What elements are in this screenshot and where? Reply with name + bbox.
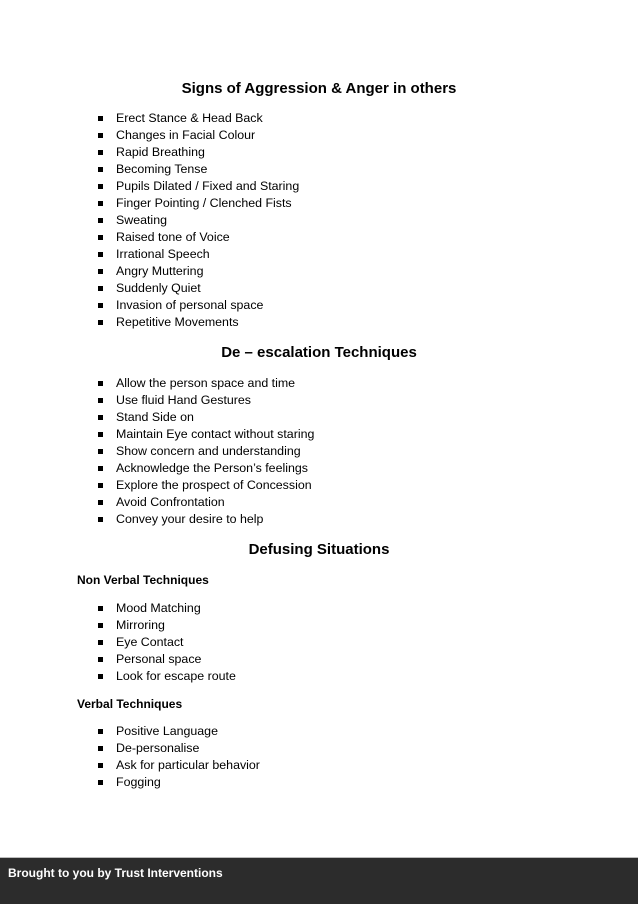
square-bullet-icon [98, 269, 103, 274]
list-item-text: Suddenly Quiet [116, 281, 201, 295]
list-item [0, 110, 299, 127]
square-bullet-icon [98, 320, 103, 325]
list-item [0, 297, 299, 314]
defusing-title: Defusing Situations [248, 541, 390, 558]
square-bullet-icon [98, 252, 103, 257]
list-item-text: Angry Muttering [116, 264, 204, 278]
list-item-text: Changes in Facial Colour [116, 128, 256, 142]
square-bullet-icon [98, 729, 103, 734]
list-item [0, 723, 260, 740]
list-item-text: Convey your desire to help [116, 512, 264, 526]
square-bullet-icon [98, 517, 103, 522]
list-item [0, 161, 299, 178]
list-item-text: Ask for particular behavior [116, 758, 260, 772]
list-item [0, 651, 236, 668]
list-item-text: Erect Stance & Head Back [116, 111, 263, 125]
square-bullet-icon [98, 218, 103, 223]
square-bullet-icon [98, 303, 103, 308]
list-item [0, 460, 314, 477]
list-item [0, 144, 299, 161]
square-bullet-icon [98, 201, 103, 206]
list-item [0, 195, 299, 212]
square-bullet-icon [98, 184, 103, 189]
list-item [0, 263, 299, 280]
square-bullet-icon [98, 780, 103, 785]
square-bullet-icon [98, 500, 103, 505]
square-bullet-icon [98, 415, 103, 420]
list-item-text: Becoming Tense [116, 162, 208, 176]
list-item-text: Stand Side on [116, 410, 194, 424]
list-item [0, 600, 236, 617]
list-item [0, 668, 236, 685]
footer-bar [0, 857, 638, 904]
aggression-list [0, 110, 299, 331]
square-bullet-icon [98, 167, 103, 172]
list-item-text: Mirroring [116, 618, 165, 632]
list-item-text: Irrational Speech [116, 247, 210, 261]
list-item-text: Sweating [116, 213, 167, 227]
nonverbal-heading: Non Verbal Techniques [77, 573, 209, 587]
list-item [0, 280, 299, 297]
square-bullet-icon [98, 116, 103, 121]
nonverbal-list [0, 600, 236, 685]
list-item-text: Avoid Confrontation [116, 495, 225, 509]
list-item [0, 426, 314, 443]
list-item [0, 212, 299, 229]
list-item-text: Maintain Eye contact without staring [116, 427, 315, 441]
list-item-text: Personal space [116, 652, 202, 666]
list-item-text: Finger Pointing / Clenched Fists [116, 196, 292, 210]
square-bullet-icon [98, 286, 103, 291]
list-item [0, 757, 260, 774]
list-item [0, 246, 299, 263]
square-bullet-icon [98, 381, 103, 386]
list-item-text: Mood Matching [116, 601, 201, 615]
square-bullet-icon [98, 657, 103, 662]
square-bullet-icon [98, 640, 103, 645]
square-bullet-icon [98, 623, 103, 628]
list-item-text: Look for escape route [116, 669, 236, 683]
list-item [0, 617, 236, 634]
list-item-text: Raised tone of Voice [116, 230, 230, 244]
list-item [0, 314, 299, 331]
list-item-text: Acknowledge the Person’s feelings [116, 461, 308, 475]
square-bullet-icon [98, 432, 103, 437]
square-bullet-icon [98, 606, 103, 611]
list-item [0, 443, 314, 460]
list-item [0, 511, 314, 528]
list-item [0, 774, 260, 791]
list-item [0, 375, 314, 392]
list-item [0, 392, 314, 409]
list-item [0, 634, 236, 651]
list-item-text: Pupils Dilated / Fixed and Staring [116, 179, 300, 193]
square-bullet-icon [98, 449, 103, 454]
list-item-text: De-personalise [116, 741, 200, 755]
list-item-text: Repetitive Movements [116, 315, 239, 329]
verbal-list [0, 723, 260, 791]
list-item-text: Show concern and understanding [116, 444, 301, 458]
footer-text: Brought to you by Trust Interventions [8, 866, 223, 880]
square-bullet-icon [98, 150, 103, 155]
list-item-text: Fogging [116, 775, 161, 789]
square-bullet-icon [98, 235, 103, 240]
list-item [0, 409, 314, 426]
aggression-title: Signs of Aggression & Anger in others [181, 80, 457, 97]
square-bullet-icon [98, 746, 103, 751]
deescalation-list [0, 375, 314, 528]
square-bullet-icon [98, 674, 103, 679]
list-item-text: Allow the person space and time [116, 376, 296, 390]
list-item [0, 477, 314, 494]
square-bullet-icon [98, 398, 103, 403]
list-item [0, 127, 299, 144]
verbal-heading: Verbal Techniques [77, 697, 183, 711]
square-bullet-icon [98, 133, 103, 138]
square-bullet-icon [98, 466, 103, 471]
deescalation-title: De – escalation Techniques [221, 344, 417, 361]
list-item-text: Positive Language [116, 724, 218, 738]
square-bullet-icon [98, 763, 103, 768]
square-bullet-icon [98, 483, 103, 488]
list-item-text: Use fluid Hand Gestures [116, 393, 251, 407]
list-item [0, 229, 299, 246]
list-item [0, 494, 314, 511]
list-item-text: Explore the prospect of Concession [116, 478, 312, 492]
list-item-text: Rapid Breathing [116, 145, 205, 159]
list-item [0, 178, 299, 195]
list-item [0, 740, 260, 757]
list-item-text: Eye Contact [116, 635, 184, 649]
list-item-text: Invasion of personal space [116, 298, 264, 312]
